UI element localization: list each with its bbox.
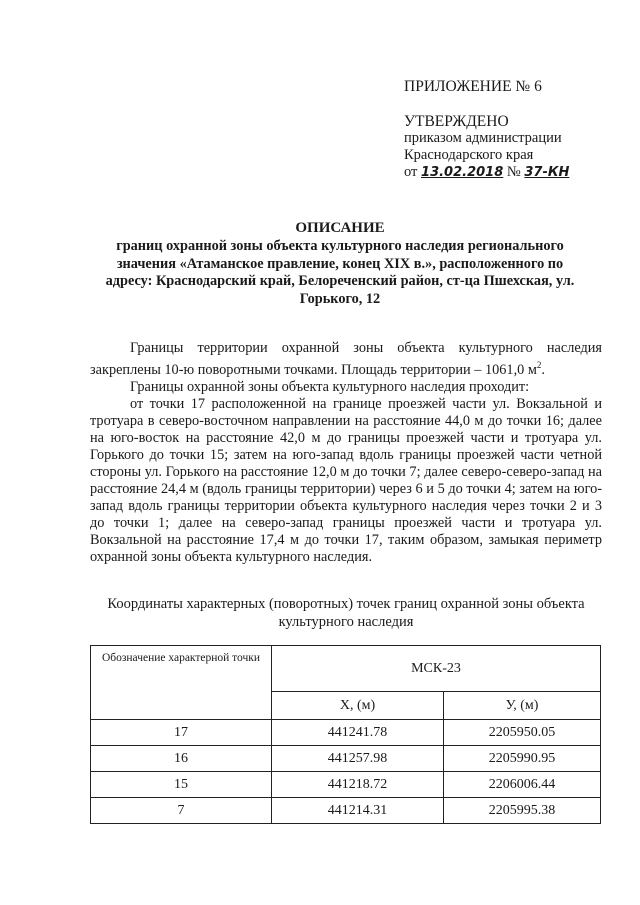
description-body [90,340,602,566]
y-column-header: У, (м) [444,692,601,720]
appendix-label: ПРИЛОЖЕНИЕ № 6 [404,78,542,95]
paragraph-route: от точки 17 расположенной на границе проезжей части ул. Вокзальной и тротуара в северо-восточном направлении на расстояние 44,0 м до точки 16; далее на юго-восток на расстояние 42,0 м до границы проезжей части и тротуара ул. Горького до точки 15; затем на юго-запад вдоль границы проезжей части четной стороны ул. Горького на расстояние 12,0 м до точки 7; далее северо-северо-запад на расстояние 24,4 м (вдоль границы территории) через 6 и 5 до точки 4; затем на юго-запад вдоль границы территории объекта культурного наследия через точки 2 и 3 до точки 1; далее на северо-запад границы проезжей части и тротуара ул. Вокзальной на расстояние 17,4 м до точки 17, таким образом, замыкая периметр охранной зоны объекта культурного наследия. [90,395,602,565]
x-cell: 441241.78 [272,720,444,746]
table-row [91,720,601,746]
y-cell: 2205995.38 [444,798,601,824]
x-cell: 441214.31 [272,798,444,824]
point-cell: 17 [91,720,272,746]
number-prefix: № [506,164,521,180]
approval-block [404,113,569,181]
table-row [91,798,601,824]
area-unit-superscript: 2 [536,360,542,370]
approved-label: УТВЕРЖДЕНО [404,113,509,130]
x-cell: 441257.98 [272,746,444,772]
approval-date-line [404,164,569,181]
x-cell: 441218.72 [272,772,444,798]
paragraph-area [90,340,602,379]
approval-line-1: приказом администрации [404,130,562,146]
point-column-header: Обозначение характерной точки [91,646,272,720]
x-column-header: Х, (м) [272,692,444,720]
table-row [91,772,601,798]
table-row [91,746,601,772]
document-subtitle: границ охранной зоны объекта культурного наследия регионального значения «Атаманское правление, конец XIX в.», расположенного по адресу: Краснодарский край, Белореченский район, ст-ца Пшехская, ул. Горького, 12 [105,238,575,307]
y-cell: 2205950.05 [444,720,601,746]
approval-date: 13.02.2018 [421,165,504,180]
y-cell: 2206006.44 [444,772,601,798]
approval-line-2: Краснодарского края [404,147,534,163]
document-title: ОПИСАНИЕ [295,220,385,236]
paragraph-area-text: Границы территории охранной зоны объекта культурного наследия закреплены 10-ю поворотными точками. Площадь территории – 1061,0 м [90,340,602,378]
coordinate-system-header: МСК-23 [272,646,601,692]
paragraph-intro: Границы охранной зоны объекта культурного наследия проходит: [130,378,530,395]
y-cell: 2205990.95 [444,746,601,772]
coordinates-caption: Координаты характерных (поворотных) точек границ охранной зоны объекта культурного наследия [107,596,585,630]
point-cell: 16 [91,746,272,772]
coordinates-table [90,645,601,824]
approval-number: 37-КН [524,165,570,180]
paragraph-area-end: . [541,361,545,378]
date-prefix: от [404,164,418,180]
point-cell: 15 [91,772,272,798]
point-cell: 7 [91,798,272,824]
